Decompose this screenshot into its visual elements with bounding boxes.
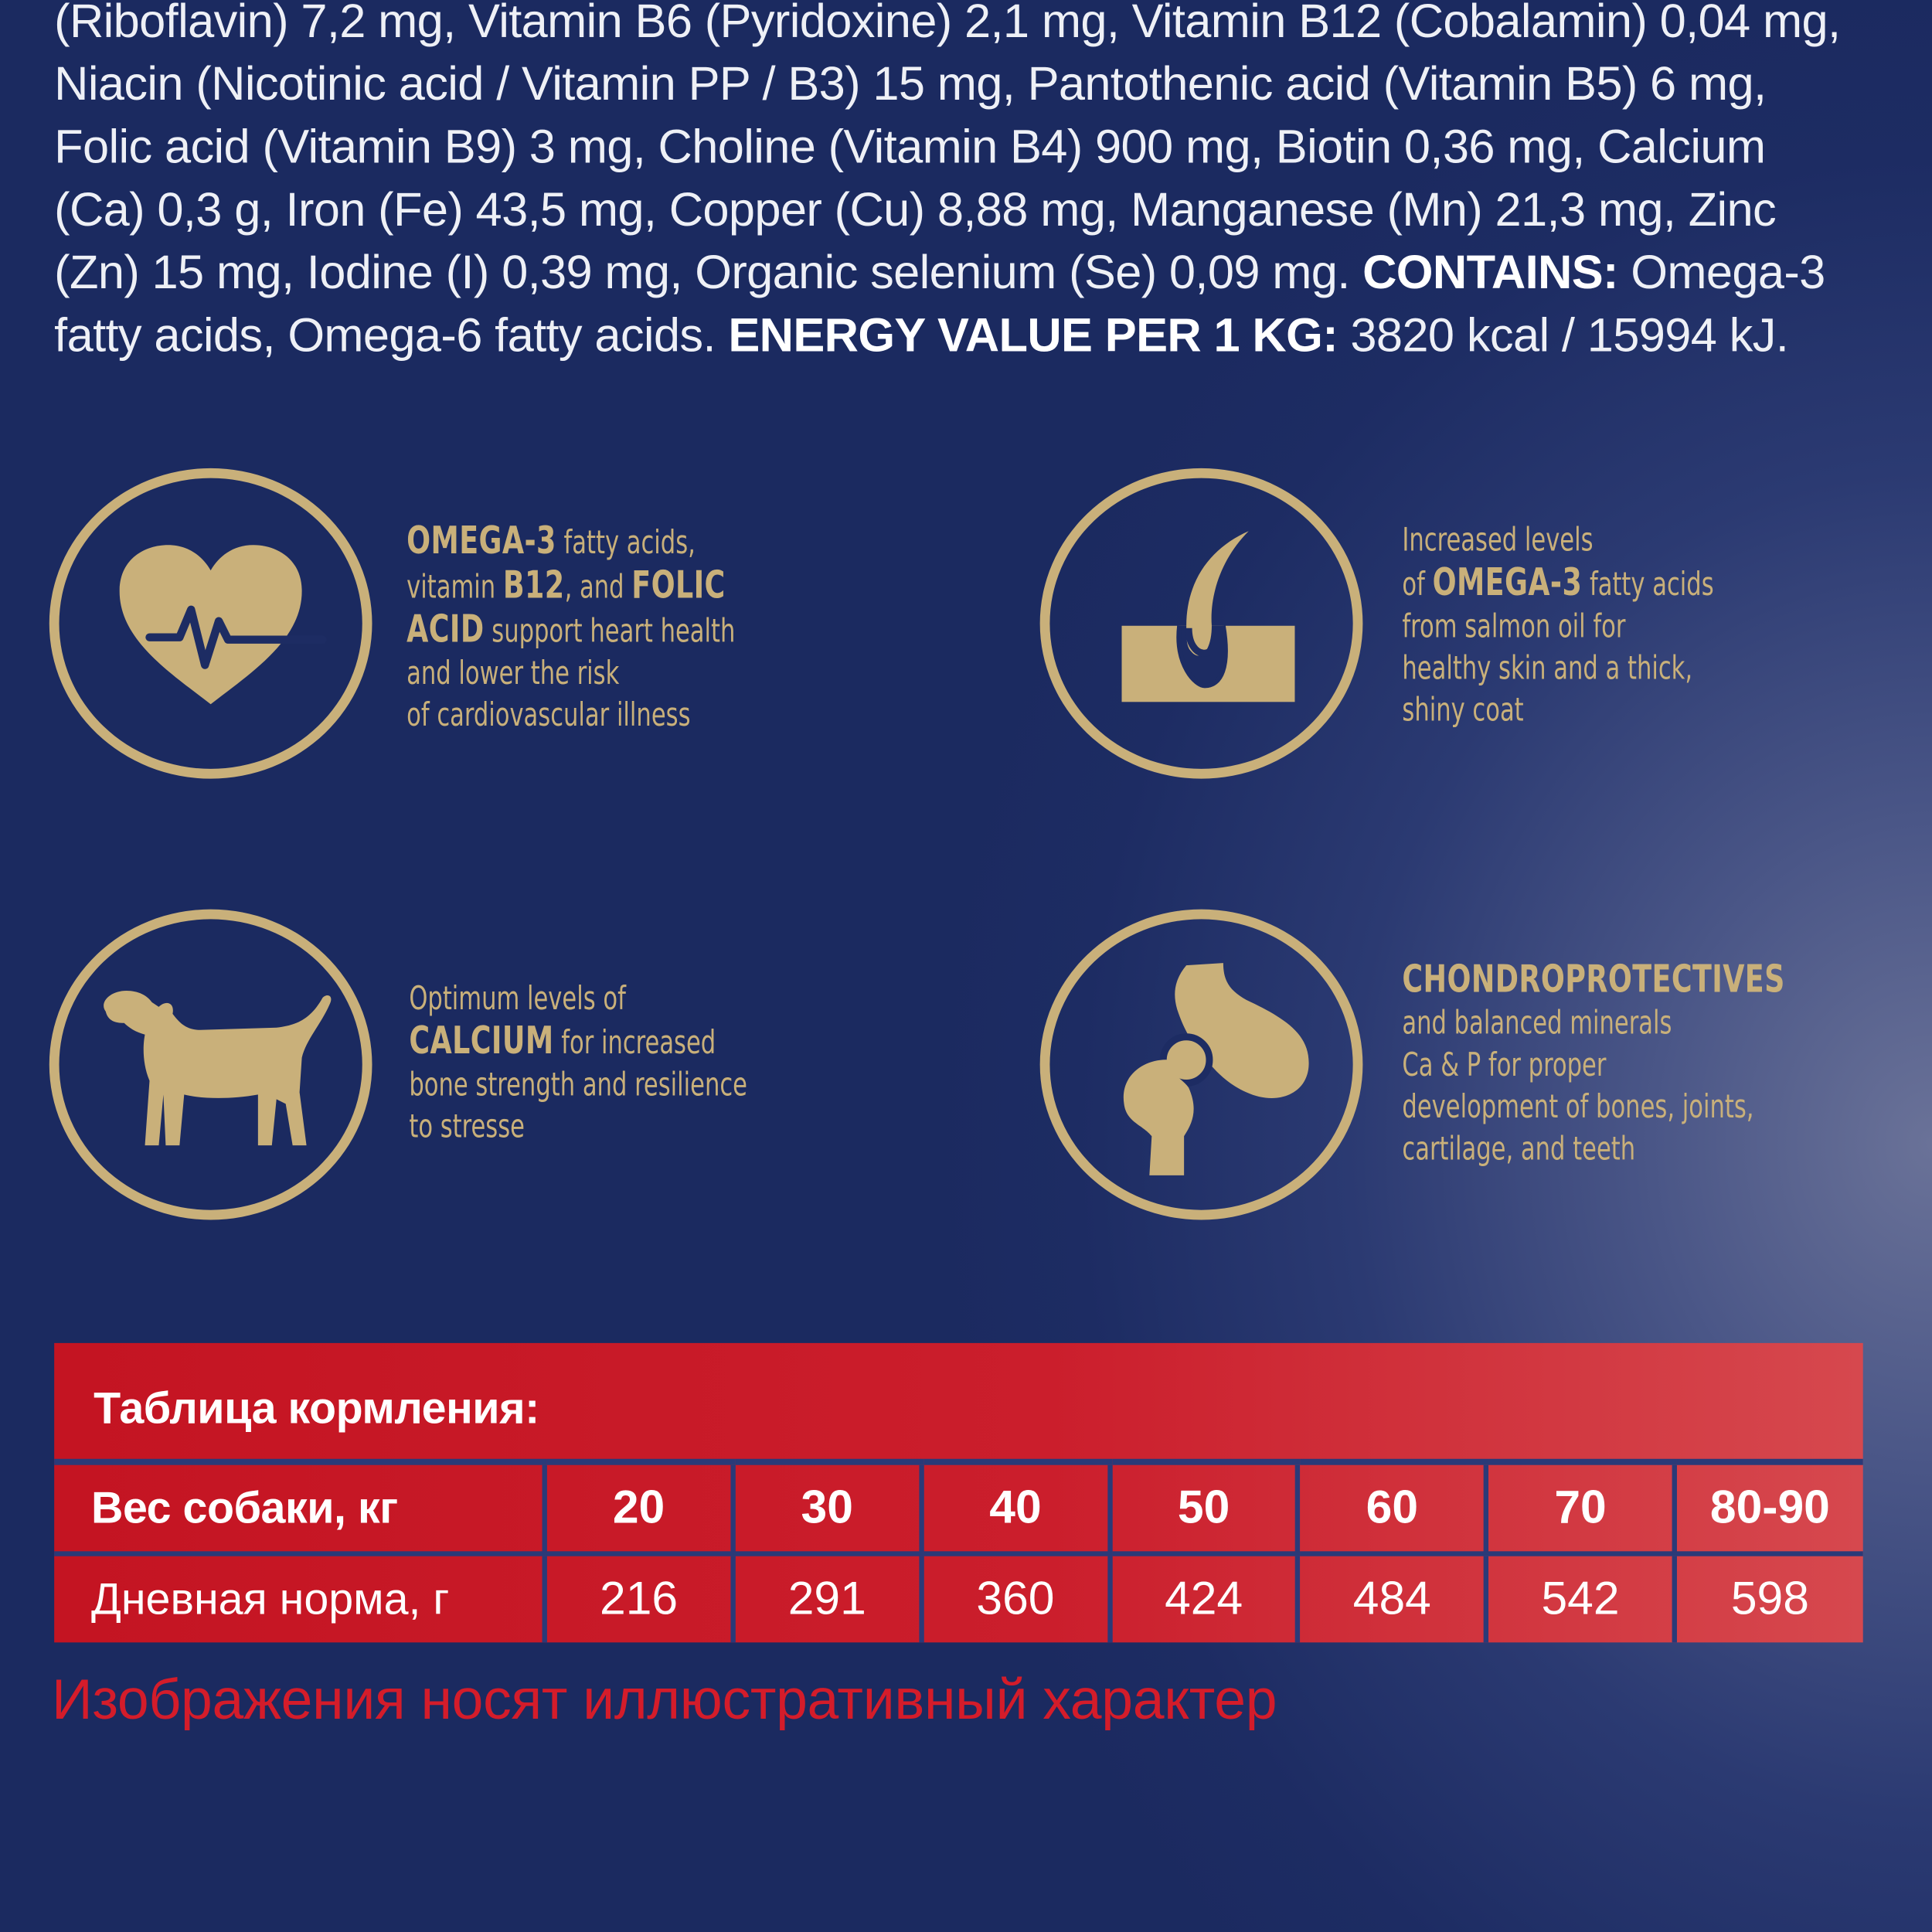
norm-cell: 484 <box>1298 1554 1486 1643</box>
norm-row-label: Дневная норма, г <box>54 1554 545 1643</box>
benefit-line <box>406 564 735 608</box>
weight-cell: 60 <box>1298 1462 1486 1554</box>
hip-joint-icon <box>1040 910 1363 1220</box>
heart-pulse-icon <box>49 468 372 779</box>
benefit-line: to stresse <box>409 1108 525 1146</box>
benefit-line: cartilage, and teeth <box>1402 1131 1636 1168</box>
benefit-line <box>1402 958 1784 1002</box>
weight-cell: 50 <box>1110 1462 1298 1554</box>
benefit-highlight: CHONDROPROTECTIVES <box>1402 957 1785 1002</box>
weight-cell: 80-90 <box>1675 1462 1863 1554</box>
hair-follicle-icon <box>1040 468 1363 779</box>
benefit-joints-text <box>1402 958 1784 1170</box>
weight-cell: 20 <box>545 1462 733 1554</box>
benefit-text-segment: for increased <box>561 1025 716 1063</box>
benefit-highlight: FOLIC <box>631 563 726 608</box>
composition-text-segment: Omega-3 <box>1631 246 1825 300</box>
composition-line-clipped: (Riboflavin) 7,2 mg, Vitamin B6 (Pyridoxine) 2,1 mg, Vitamin B12 (Cobalamin) 0,04 mg, <box>54 0 1841 49</box>
disclaimer: Изображения носят иллюстративный характер <box>51 1667 1277 1732</box>
benefit-text-segment: vitamin <box>406 569 496 607</box>
benefit-text-segment: fatty acids, <box>563 525 696 563</box>
norm-cell: 360 <box>921 1554 1110 1643</box>
benefit-line: of cardiovascular illness <box>406 697 691 735</box>
weight-row-label: Вес собаки, кг <box>54 1462 545 1554</box>
benefit-line <box>406 520 735 564</box>
dog-silhouette-icon <box>49 910 372 1220</box>
benefit-heart-text <box>406 520 735 737</box>
benefit-line: and lower the risk <box>406 655 620 693</box>
composition-line: (Ca) 0,3 g, Iron (Fe) 43,5 mg, Copper (Cu) 8,88 mg, Manganese (Mn) 21,3 mg, Zinc <box>54 183 1777 237</box>
benefit-highlight: ACID <box>406 607 485 652</box>
feeding-table-panel <box>54 1343 1863 1642</box>
weight-cell: 30 <box>733 1462 921 1554</box>
norm-cell: 216 <box>545 1554 733 1643</box>
energy-value: 3820 kcal / 15994 kJ. <box>1350 309 1789 362</box>
benefit-line: Optimum levels of <box>409 981 626 1018</box>
benefit-text-segment: , and <box>564 569 624 607</box>
benefit-highlight: OMEGA-3 <box>406 519 556 563</box>
weight-cell: 40 <box>921 1462 1110 1554</box>
energy-label: ENERGY VALUE PER 1 KG: <box>728 309 1338 362</box>
norm-cell: 598 <box>1675 1554 1863 1643</box>
benefit-line <box>406 609 735 653</box>
benefit-highlight: B12 <box>502 563 565 608</box>
benefit-text-segment: support heart health <box>492 614 736 651</box>
benefit-line: and balanced minerals <box>1402 1005 1672 1043</box>
benefit-highlight: CALCIUM <box>409 1019 554 1063</box>
contains-label: CONTAINS: <box>1362 246 1618 300</box>
benefit-line: Ca & P for proper <box>1402 1047 1607 1085</box>
composition-line: Folic acid (Vitamin B9) 3 mg, Choline (Vitamin B4) 900 mg, Biotin 0,36 mg, Calcium <box>54 121 1766 174</box>
norm-cell: 424 <box>1110 1554 1298 1643</box>
table-row-weight <box>54 1462 1863 1554</box>
table-row-norm <box>54 1554 1863 1643</box>
feeding-table <box>54 1459 1863 1643</box>
benefit-line <box>409 1020 747 1064</box>
feeding-table-title: Таблица кормления: <box>94 1382 539 1434</box>
composition-line <box>54 304 1890 367</box>
weight-cell: 70 <box>1486 1462 1675 1554</box>
benefit-highlight: OMEGA-3 <box>1432 560 1583 605</box>
benefit-line: healthy skin and a thick, <box>1402 650 1693 688</box>
benefit-line: Increased levels <box>1402 522 1594 560</box>
benefit-coat-text <box>1402 520 1713 732</box>
benefit-line: bone strength and resilience <box>409 1066 747 1104</box>
composition-text <box>54 0 1890 367</box>
composition-text-segment: (Zn) 15 mg, Iodine (I) 0,39 mg, Organic selenium (Se) 0,09 mg. <box>54 246 1350 300</box>
composition-text-segment: fatty acids, Omega-6 fatty acids. <box>54 309 716 362</box>
composition-line <box>54 242 1890 304</box>
benefit-line: shiny coat <box>1402 692 1524 730</box>
norm-cell: 291 <box>733 1554 921 1643</box>
benefit-line <box>1402 562 1713 606</box>
benefit-text-segment: of <box>1402 566 1425 604</box>
benefit-line: from salmon oil for <box>1402 608 1626 646</box>
benefit-bones-text <box>409 978 747 1148</box>
benefit-line: development of bones, joints, <box>1402 1089 1754 1127</box>
norm-cell: 542 <box>1486 1554 1675 1643</box>
composition-line: Niacin (Nicotinic acid / Vitamin PP / B3) 15 mg, Pantothenic acid (Vitamin B5) 6 mg, <box>54 57 1767 111</box>
benefit-text-segment: fatty acids <box>1589 566 1714 604</box>
